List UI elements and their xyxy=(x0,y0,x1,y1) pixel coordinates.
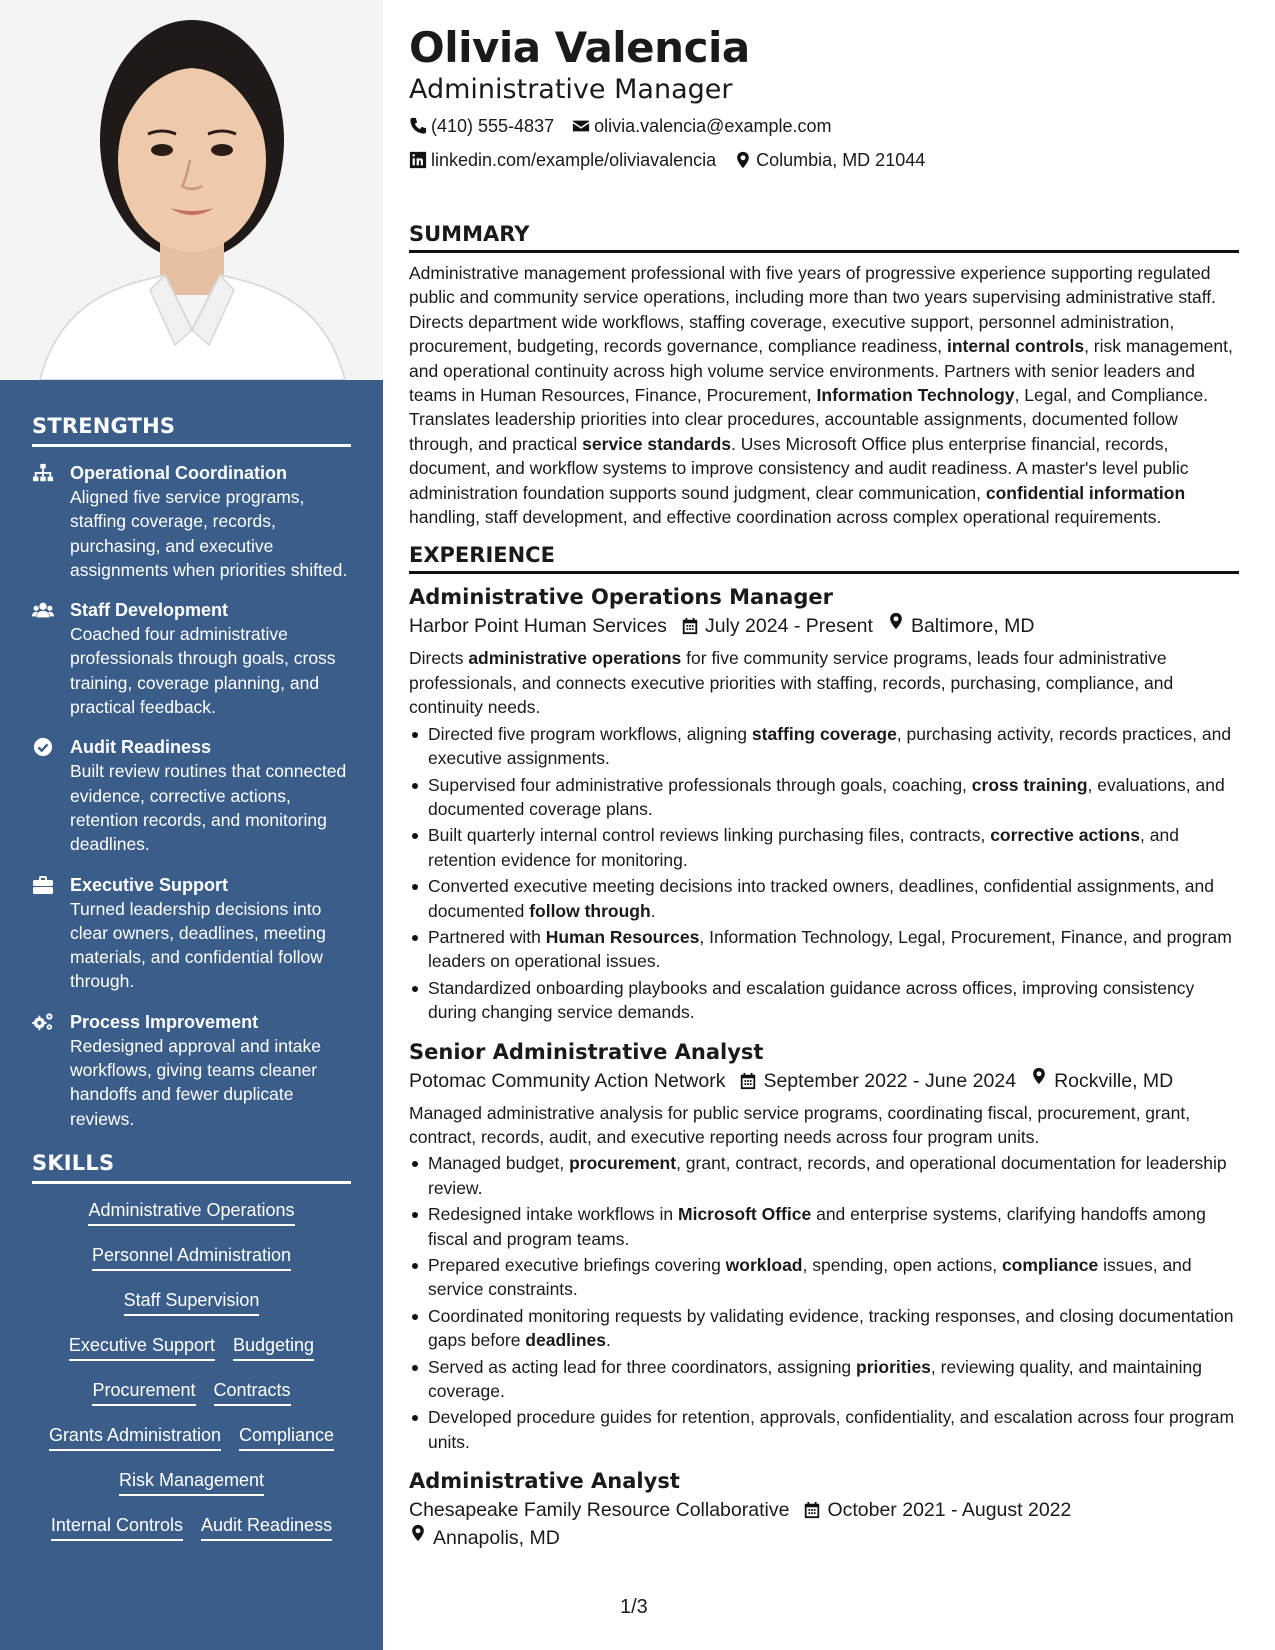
phone-contact[interactable] xyxy=(409,110,554,142)
skill-tag: Personnel Administration xyxy=(92,1243,291,1271)
map-pin-icon xyxy=(887,612,905,630)
org-chart-icon xyxy=(32,461,70,582)
strength-title: Executive Support xyxy=(70,874,229,895)
skill-row xyxy=(32,1288,351,1316)
portrait-illustration xyxy=(0,0,383,380)
linkedin-contact[interactable] xyxy=(409,144,716,176)
strengths-list xyxy=(32,461,351,1131)
strength-title: Audit Readiness xyxy=(70,737,212,758)
experience-list xyxy=(409,582,1239,1552)
calendar-icon xyxy=(803,1501,821,1519)
sidebar xyxy=(0,380,383,1650)
contact-row xyxy=(409,144,1239,176)
experience-heading: EXPERIENCE xyxy=(409,541,1239,574)
briefcase-icon xyxy=(32,873,70,994)
skill-tag: Compliance xyxy=(239,1423,334,1451)
summary-heading: SUMMARY xyxy=(409,220,1239,253)
candidate-title: Administrative Manager xyxy=(409,74,733,105)
job-title: Senior Administrative Analyst xyxy=(409,1039,764,1064)
company-text: Chesapeake Family Resource Collaborative xyxy=(409,1499,790,1522)
skills-heading: SKILLS xyxy=(32,1151,351,1184)
job-meta xyxy=(409,612,1239,640)
job-location xyxy=(1030,1067,1173,1095)
gears-icon xyxy=(32,1010,70,1131)
bullet-item: Developed procedure guides for retention, approvals, confidentiality, and escalation across four program units. xyxy=(409,1405,1239,1454)
job-dates xyxy=(739,1067,1016,1095)
skill-tag: Audit Readiness xyxy=(201,1513,332,1541)
map-pin-icon xyxy=(1030,1067,1048,1085)
job-dates xyxy=(803,1496,1071,1524)
linkedin-icon xyxy=(409,151,427,169)
skill-tag: Grants Administration xyxy=(49,1423,221,1451)
skill-row xyxy=(32,1243,351,1271)
skill-tag: Internal Controls xyxy=(51,1513,183,1541)
skill-tag: Administrative Operations xyxy=(88,1198,294,1226)
check-circle-icon xyxy=(32,735,70,856)
bullet-item: Converted executive meeting decisions into tracked owners, deadlines, confidential assignments, and documented follow through. xyxy=(409,874,1239,923)
strength-item xyxy=(32,461,351,582)
job-company xyxy=(409,1067,725,1095)
strength-description: Coached four administrative professionals through goals, cross training, coverage planning, and practical feedback. xyxy=(70,624,336,718)
dates-text: October 2021 - August 2022 xyxy=(827,1499,1072,1522)
linkedin-text: linkedin.com/example/oliviavalencia xyxy=(431,150,717,170)
skill-tag: Staff Supervision xyxy=(124,1288,260,1316)
phone-icon xyxy=(409,117,427,135)
strengths-heading: STRENGTHS xyxy=(32,414,351,447)
strength-title: Process Improvement xyxy=(70,1011,259,1032)
calendar-icon xyxy=(739,1072,757,1090)
location-text: Rockville, MD xyxy=(1054,1069,1174,1092)
skill-tag: Procurement xyxy=(92,1378,195,1406)
company-text: Potomac Community Action Network xyxy=(409,1069,726,1092)
job-description: Directs administrative operations for five community service programs, leads four administrative professionals, and connects executive priorities with staffing, records, purchasing, compliance, and continuity needs. xyxy=(409,648,1174,718)
profile-photo xyxy=(0,0,383,380)
summary-text: Administrative management professional with five years of progressive experience supporting regulated public and community service operations, including more than two years supervising administrative staff. Directs department wide workflows, staffing coverage, executive support, personnel administration, procurement, budgeting, records governance, compliance readiness, internal controls, risk management, and operational continuity across high volume service environments. Partners with senior leaders and teams in Human Resources, Finance, Procurement, Information Technology, Legal, and Compliance. Translates leadership priorities into clear procedures, accountable assignments, documented follow through, and practical service standards. Uses Microsoft Office plus enterprise financial, records, document, and workflow systems to improve consistency and audit readiness. A master's level public administration foundation supports sound judgment, clear communication, confidential information handling, staff development, and effective coordination across complex operational requirements. xyxy=(409,263,1233,528)
skill-row xyxy=(32,1468,351,1496)
bullet-item: Prepared executive briefings covering workload, spending, open actions, compliance issues, and service constraints. xyxy=(409,1253,1239,1302)
strength-description: Aligned five service programs, staffing coverage, records, purchasing, and executive assignments when priorities shifted. xyxy=(70,487,348,580)
skill-tag: Budgeting xyxy=(233,1333,314,1361)
map-pin-icon xyxy=(409,1524,427,1542)
bullet-item: Directed five program workflows, aligning staffing coverage, purchasing activity, records practices, and executive assignments. xyxy=(409,722,1239,771)
job-bullets xyxy=(409,722,1239,1025)
skill-tag: Executive Support xyxy=(69,1333,215,1361)
location-text: Columbia, MD 21044 xyxy=(756,150,926,170)
job-company xyxy=(409,612,667,640)
job-entry xyxy=(409,582,1239,1024)
email-text: olivia.valencia@example.com xyxy=(594,116,832,136)
left-column xyxy=(0,0,383,1650)
job-meta xyxy=(409,1496,1239,1552)
envelope-icon xyxy=(572,117,590,135)
map-pin-icon xyxy=(734,151,752,169)
phone-text: (410) 555-4837 xyxy=(431,116,555,136)
job-title: Administrative Operations Manager xyxy=(409,585,833,610)
bullet-item: Served as acting lead for three coordinators, assigning priorities, reviewing quality, and maintaining coverage. xyxy=(409,1355,1239,1404)
strength-description: Turned leadership decisions into clear owners, deadlines, meeting materials, and confidential follow through. xyxy=(70,898,326,992)
strength-description: Redesigned approval and intake workflows, giving teams cleaner handoffs and fewer duplicate reviews. xyxy=(70,1035,322,1129)
job-location xyxy=(887,612,1035,640)
bullet-item: Coordinated monitoring requests by validating evidence, tracking responses, and closing documentation gaps before deadlines. xyxy=(409,1304,1239,1353)
bullet-item: Built quarterly internal control reviews linking purchasing files, contracts, corrective actions, and retention evidence for monitoring. xyxy=(409,823,1239,872)
bullet-item: Standardized onboarding playbooks and escalation guidance across offices, improving consistency during changing service demands. xyxy=(409,976,1239,1025)
skill-row xyxy=(32,1423,351,1451)
calendar-icon xyxy=(681,617,699,635)
dates-text: September 2022 - June 2024 xyxy=(763,1069,1017,1092)
job-title: Administrative Analyst xyxy=(409,1469,680,1494)
candidate-name: Olivia Valencia xyxy=(409,23,750,72)
skills-list xyxy=(32,1198,351,1541)
bullet-item: Partnered with Human Resources, Information Technology, Legal, Procurement, Finance, and program leaders on operational issues. xyxy=(409,925,1239,974)
contact-row xyxy=(409,110,1239,142)
bullet-item: Managed budget, procurement, grant, contract, records, and operational documentation for leadership review. xyxy=(409,1151,1239,1200)
job-entry xyxy=(409,1466,1239,1552)
location-text: Annapolis, MD xyxy=(433,1527,560,1550)
page-number: 1/3 xyxy=(620,1596,648,1618)
strength-description: Built review routines that connected evidence, corrective actions, retention records, and monitoring deadlines. xyxy=(70,761,347,855)
skill-row xyxy=(32,1378,351,1406)
job-entry xyxy=(409,1037,1239,1455)
dates-text: July 2024 - Present xyxy=(704,615,873,638)
strength-item xyxy=(32,735,351,856)
job-location xyxy=(409,1524,560,1552)
location-contact xyxy=(734,144,925,176)
strength-item xyxy=(32,1010,351,1131)
strength-title: Staff Development xyxy=(70,600,229,621)
email-contact[interactable] xyxy=(572,110,831,142)
bullet-item: Supervised four administrative professionals through goals, coaching, cross training, evaluations, and documented coverage plans. xyxy=(409,773,1239,822)
skill-tag: Contracts xyxy=(214,1378,291,1406)
strength-title: Operational Coordination xyxy=(70,463,288,483)
skill-row xyxy=(32,1198,351,1226)
main-content xyxy=(409,22,1239,1564)
company-text: Harbor Point Human Services xyxy=(409,615,667,638)
strength-item xyxy=(32,598,351,719)
job-dates xyxy=(681,612,873,640)
strength-item xyxy=(32,873,351,994)
job-meta xyxy=(409,1067,1239,1095)
bullet-item: Redesigned intake workflows in Microsoft Office and enterprise systems, clarifying handoffs among fiscal and program teams. xyxy=(409,1202,1239,1251)
job-company xyxy=(409,1496,789,1524)
job-description: Managed administrative analysis for public service programs, coordinating fiscal, procurement, grant, contract, records, audit, and executive reporting needs across four program units. xyxy=(409,1102,1191,1147)
skill-tag: Risk Management xyxy=(119,1468,264,1496)
job-bullets xyxy=(409,1151,1239,1454)
skill-row xyxy=(32,1333,351,1361)
users-icon xyxy=(32,598,70,719)
location-text: Baltimore, MD xyxy=(910,615,1035,638)
skill-row xyxy=(32,1513,351,1541)
